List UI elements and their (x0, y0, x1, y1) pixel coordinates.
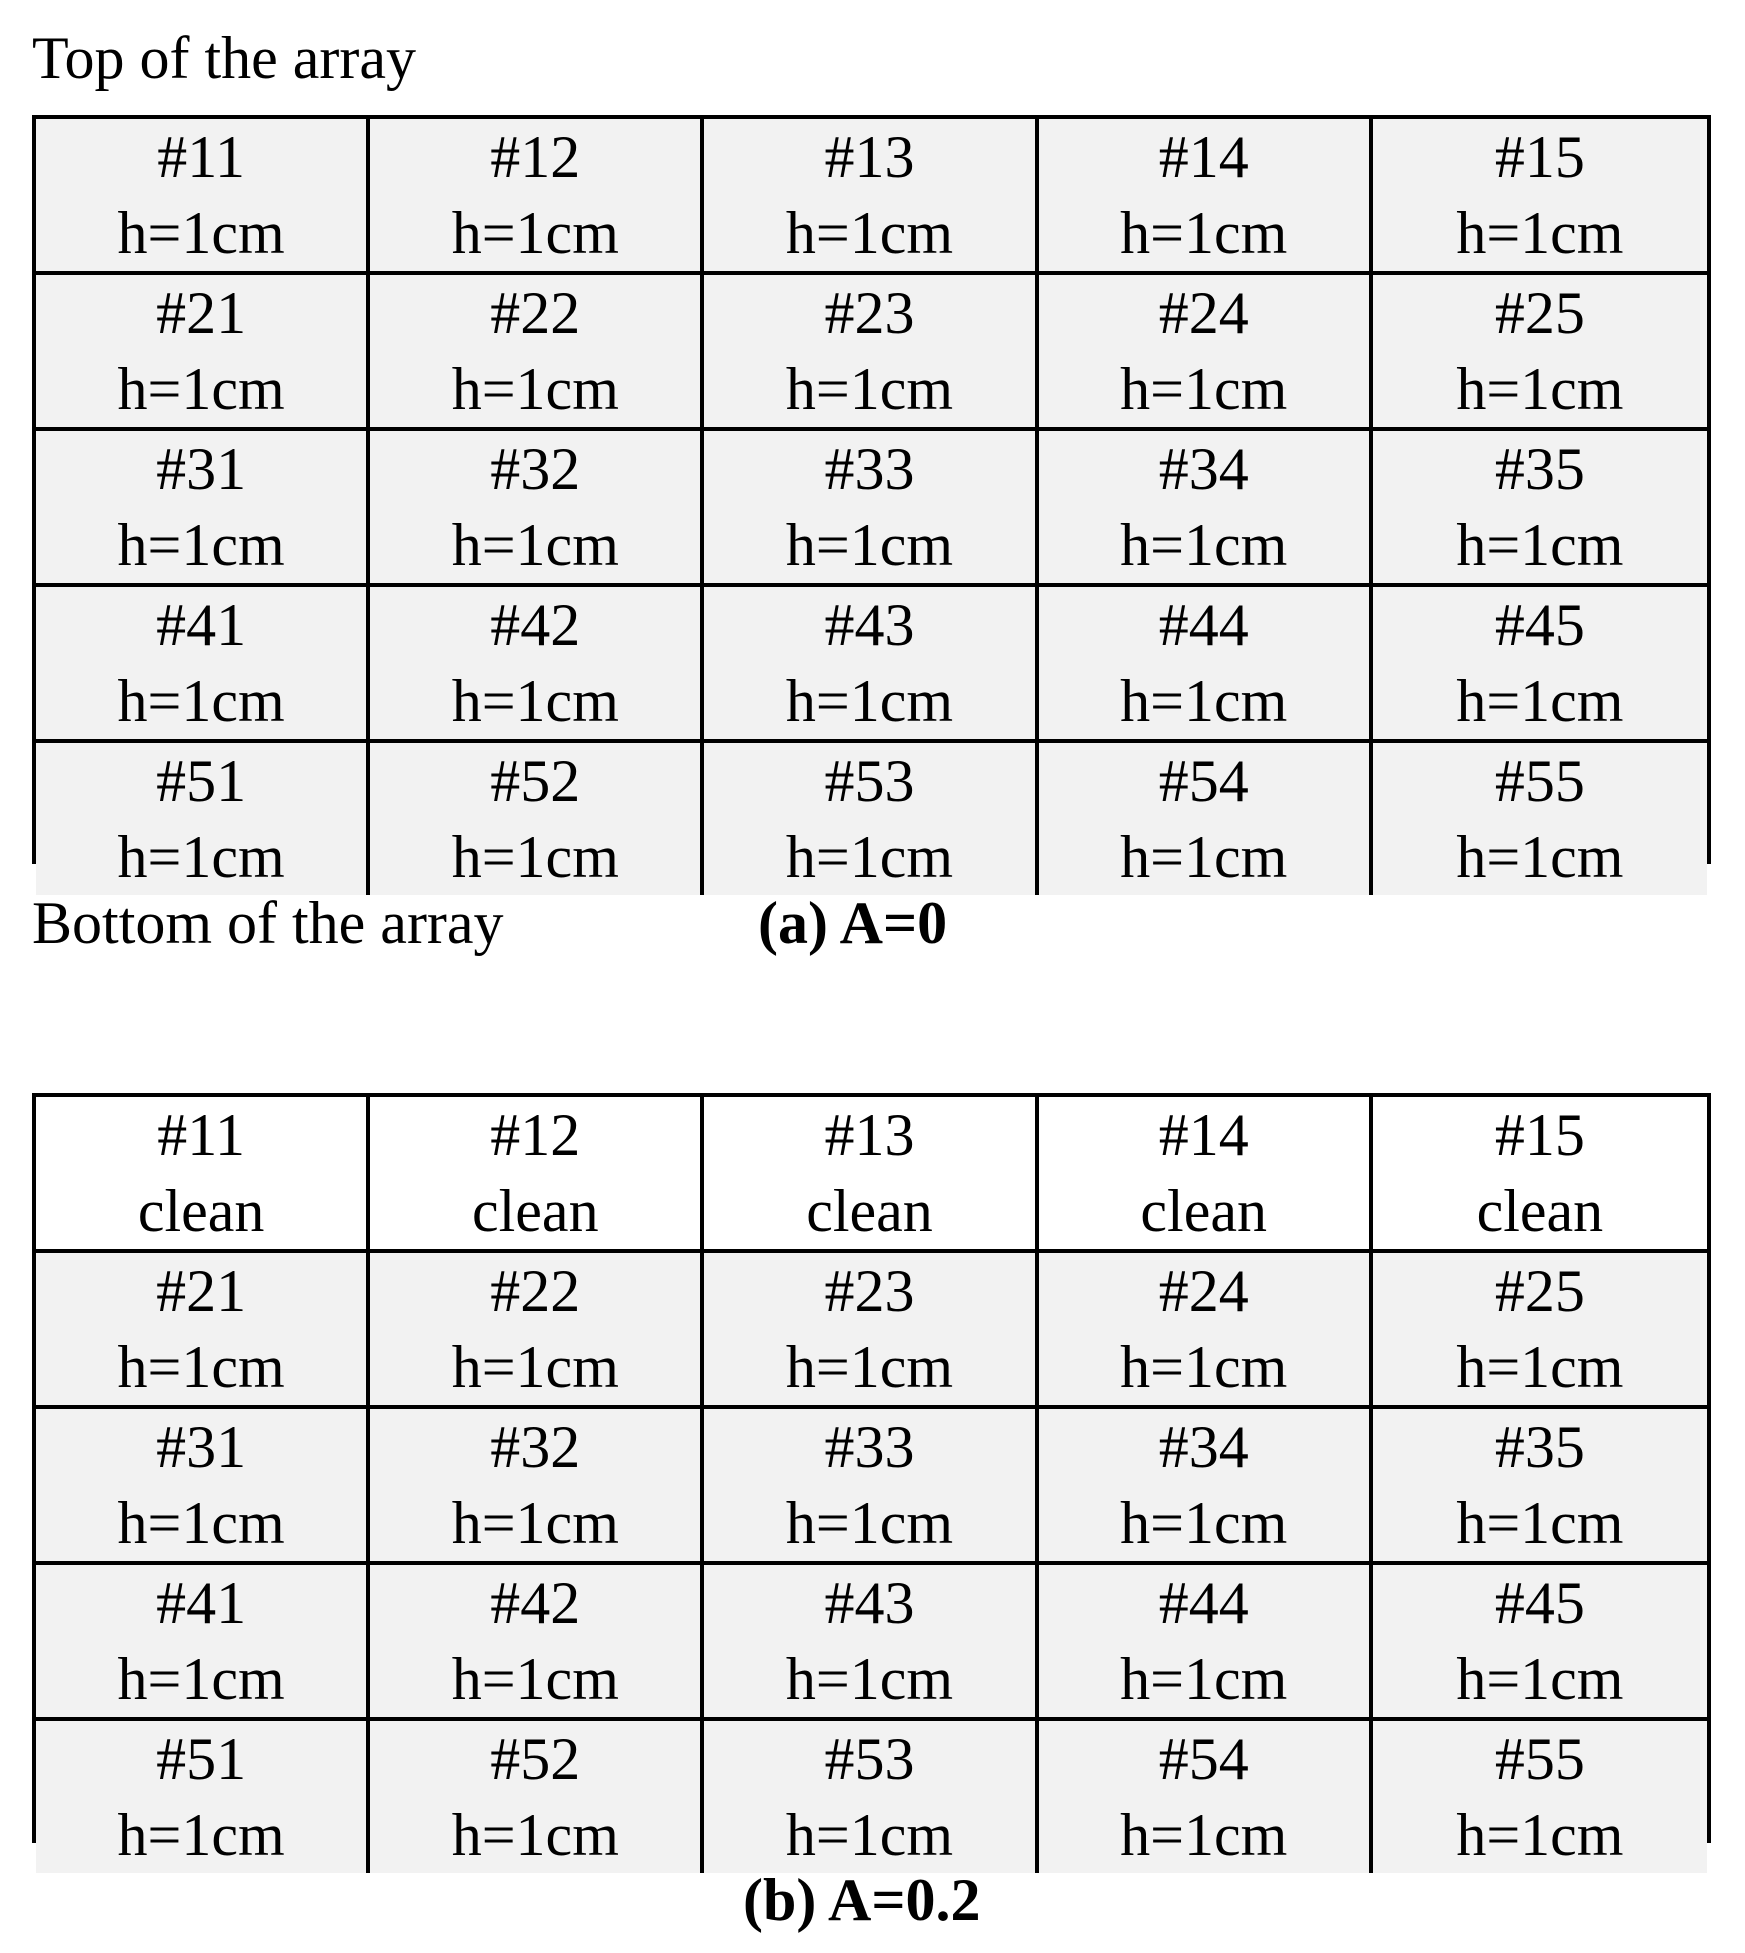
cell-id: #11 (157, 1102, 245, 1168)
array-cell (1373, 1409, 1707, 1565)
cell-id: #23 (824, 1258, 915, 1324)
array-cell (1039, 119, 1373, 275)
array-cell (704, 1565, 1038, 1721)
panel-a-cell-grid (32, 115, 1711, 890)
cell-id: #52 (490, 748, 581, 814)
array-cell (370, 1409, 704, 1565)
cell-id: #42 (490, 592, 581, 658)
array-cell (704, 119, 1038, 275)
array-cell (704, 275, 1038, 431)
cell-state: h=1cm (117, 1802, 285, 1868)
cell-state: h=1cm (451, 356, 619, 422)
cell-id: #21 (156, 1258, 247, 1324)
array-cell (370, 1253, 704, 1409)
cell-state: h=1cm (451, 1334, 619, 1400)
array-cell (1373, 1565, 1707, 1721)
array-cell (370, 1097, 704, 1253)
cell-id: #51 (156, 1726, 247, 1792)
cell-state: h=1cm (1120, 824, 1288, 890)
cell-state: h=1cm (1456, 1490, 1624, 1556)
array-cell (36, 743, 370, 895)
panel-b-caption: (b) A=0.2 (743, 1867, 981, 1933)
cell-id: #42 (490, 1570, 581, 1636)
cell-id: #32 (490, 436, 581, 502)
array-cell (36, 119, 370, 275)
cell-id: #45 (1494, 592, 1585, 658)
array-cell (1039, 1097, 1373, 1253)
cell-state: h=1cm (785, 356, 954, 422)
array-cell (704, 1409, 1038, 1565)
cell-state: h=1cm (1120, 1490, 1288, 1556)
array-cell (36, 1565, 370, 1721)
cell-id: #54 (1158, 748, 1249, 814)
array-cell (704, 587, 1038, 743)
cell-id: #35 (1494, 436, 1585, 502)
cell-state: h=1cm (451, 512, 619, 578)
array-cell (370, 119, 704, 275)
cell-id: #24 (1158, 280, 1249, 346)
cell-id: #43 (824, 592, 915, 658)
cell-id: #22 (490, 280, 581, 346)
cell-id: #25 (1494, 1258, 1585, 1324)
array-cell (370, 431, 704, 587)
array-cell (36, 275, 370, 431)
cell-state: h=1cm (785, 1334, 954, 1400)
panel-a-caption: (a) A=0 (758, 890, 948, 956)
cell-state: h=1cm (117, 1334, 285, 1400)
cell-state: h=1cm (1120, 1802, 1288, 1868)
cell-state: h=1cm (785, 1646, 954, 1712)
cell-state: h=1cm (1120, 668, 1288, 734)
cell-state: h=1cm (117, 1490, 285, 1556)
top-of-array-label: Top of the array (32, 25, 416, 91)
cell-state: h=1cm (1120, 1334, 1288, 1400)
cell-id: #15 (1494, 1102, 1585, 1168)
cell-id: #31 (156, 1414, 247, 1480)
array-cell (1039, 275, 1373, 431)
array-cell (1373, 1721, 1707, 1873)
cell-state: h=1cm (1120, 1646, 1288, 1712)
cell-id: #33 (824, 1414, 915, 1480)
cell-id: #34 (1158, 436, 1249, 502)
array-cell (36, 1253, 370, 1409)
cell-state: h=1cm (451, 1802, 619, 1868)
cell-id: #51 (156, 748, 247, 814)
array-cell (1039, 1253, 1373, 1409)
cell-state: h=1cm (1456, 1646, 1624, 1712)
array-cell (1373, 119, 1707, 275)
array-cell (1373, 1097, 1707, 1253)
cell-state: h=1cm (1120, 512, 1288, 578)
cell-state: h=1cm (785, 824, 954, 890)
cell-state: clean (137, 1178, 265, 1244)
array-cell (704, 1721, 1038, 1873)
array-cell (1373, 587, 1707, 743)
cell-id: #54 (1158, 1726, 1249, 1792)
cell-id: #25 (1494, 280, 1585, 346)
cell-id: #22 (490, 1258, 581, 1324)
cell-state: clean (1140, 1178, 1267, 1244)
cell-id: #41 (156, 592, 247, 658)
cell-id: #45 (1494, 1570, 1585, 1636)
cell-state: h=1cm (1456, 1802, 1624, 1868)
cell-id: #35 (1494, 1414, 1585, 1480)
array-cell (370, 743, 704, 895)
cell-id: #41 (156, 1570, 247, 1636)
array-cell (370, 1721, 704, 1873)
cell-state: h=1cm (117, 824, 285, 890)
array-cell (370, 275, 704, 431)
cell-id: #11 (157, 124, 245, 190)
cell-state: h=1cm (1456, 200, 1624, 266)
cell-state: h=1cm (1120, 356, 1288, 422)
array-cell (1373, 743, 1707, 895)
array-cell (704, 743, 1038, 895)
array-cell (1373, 1253, 1707, 1409)
array-cell (370, 587, 704, 743)
array-cell (1039, 1565, 1373, 1721)
cell-id: #55 (1494, 748, 1585, 814)
array-cell (1039, 1409, 1373, 1565)
cell-state: h=1cm (1456, 668, 1624, 734)
array-cell (36, 587, 370, 743)
cell-id: #21 (156, 280, 247, 346)
bottom-of-array-label: Bottom of the array (32, 890, 504, 956)
cell-state: h=1cm (1456, 1334, 1624, 1400)
cell-state: h=1cm (451, 668, 619, 734)
cell-state: h=1cm (785, 1490, 954, 1556)
array-cell (36, 1721, 370, 1873)
cell-id: #53 (824, 1726, 915, 1792)
cell-id: #12 (490, 1102, 581, 1168)
array-cell (704, 1097, 1038, 1253)
cell-state: h=1cm (1456, 356, 1624, 422)
cell-state: h=1cm (451, 824, 619, 890)
array-cell (1039, 1721, 1373, 1873)
cell-id: #53 (824, 748, 915, 814)
cell-id: #33 (824, 436, 915, 502)
cell-id: #13 (824, 124, 915, 190)
array-cell (36, 431, 370, 587)
cell-id: #12 (490, 124, 581, 190)
cell-id: #23 (824, 280, 915, 346)
cell-state: clean (1476, 1178, 1604, 1244)
array-cell (36, 1097, 370, 1253)
cell-id: #55 (1494, 1726, 1585, 1792)
cell-id: #32 (490, 1414, 581, 1480)
cell-state: h=1cm (785, 668, 954, 734)
cell-state: h=1cm (1120, 200, 1288, 266)
cell-state: h=1cm (1456, 824, 1624, 890)
cell-state: clean (806, 1178, 933, 1244)
cell-state: h=1cm (785, 1802, 954, 1868)
array-cell (36, 1409, 370, 1565)
cell-state: h=1cm (785, 512, 954, 578)
cell-id: #52 (490, 1726, 581, 1792)
cell-state: h=1cm (1456, 512, 1624, 578)
cell-state: h=1cm (451, 1490, 619, 1556)
cell-id: #15 (1494, 124, 1585, 190)
cell-id: #14 (1158, 124, 1249, 190)
cell-id: #14 (1158, 1102, 1249, 1168)
cell-state: clean (472, 1178, 599, 1244)
array-cell (370, 1565, 704, 1721)
cell-id: #13 (824, 1102, 915, 1168)
cell-id: #43 (824, 1570, 915, 1636)
cell-state: h=1cm (117, 356, 285, 422)
cell-id: #44 (1158, 1570, 1249, 1636)
cell-state: h=1cm (117, 1646, 285, 1712)
cell-id: #31 (156, 436, 247, 502)
array-cell (1039, 743, 1373, 895)
array-cell (1039, 431, 1373, 587)
array-cell (1039, 587, 1373, 743)
array-cell (1373, 431, 1707, 587)
cell-state: h=1cm (451, 200, 619, 266)
cell-state: h=1cm (117, 200, 285, 266)
cell-state: h=1cm (117, 512, 285, 578)
cell-state: h=1cm (451, 1646, 619, 1712)
cell-id: #24 (1158, 1258, 1249, 1324)
array-cell (704, 431, 1038, 587)
cell-state: h=1cm (117, 668, 285, 734)
cell-id: #34 (1158, 1414, 1249, 1480)
cell-id: #44 (1158, 592, 1249, 658)
array-cell (1373, 275, 1707, 431)
cell-state: h=1cm (785, 200, 954, 266)
array-cell (704, 1253, 1038, 1409)
panel-b-cell-grid (32, 1093, 1711, 1868)
